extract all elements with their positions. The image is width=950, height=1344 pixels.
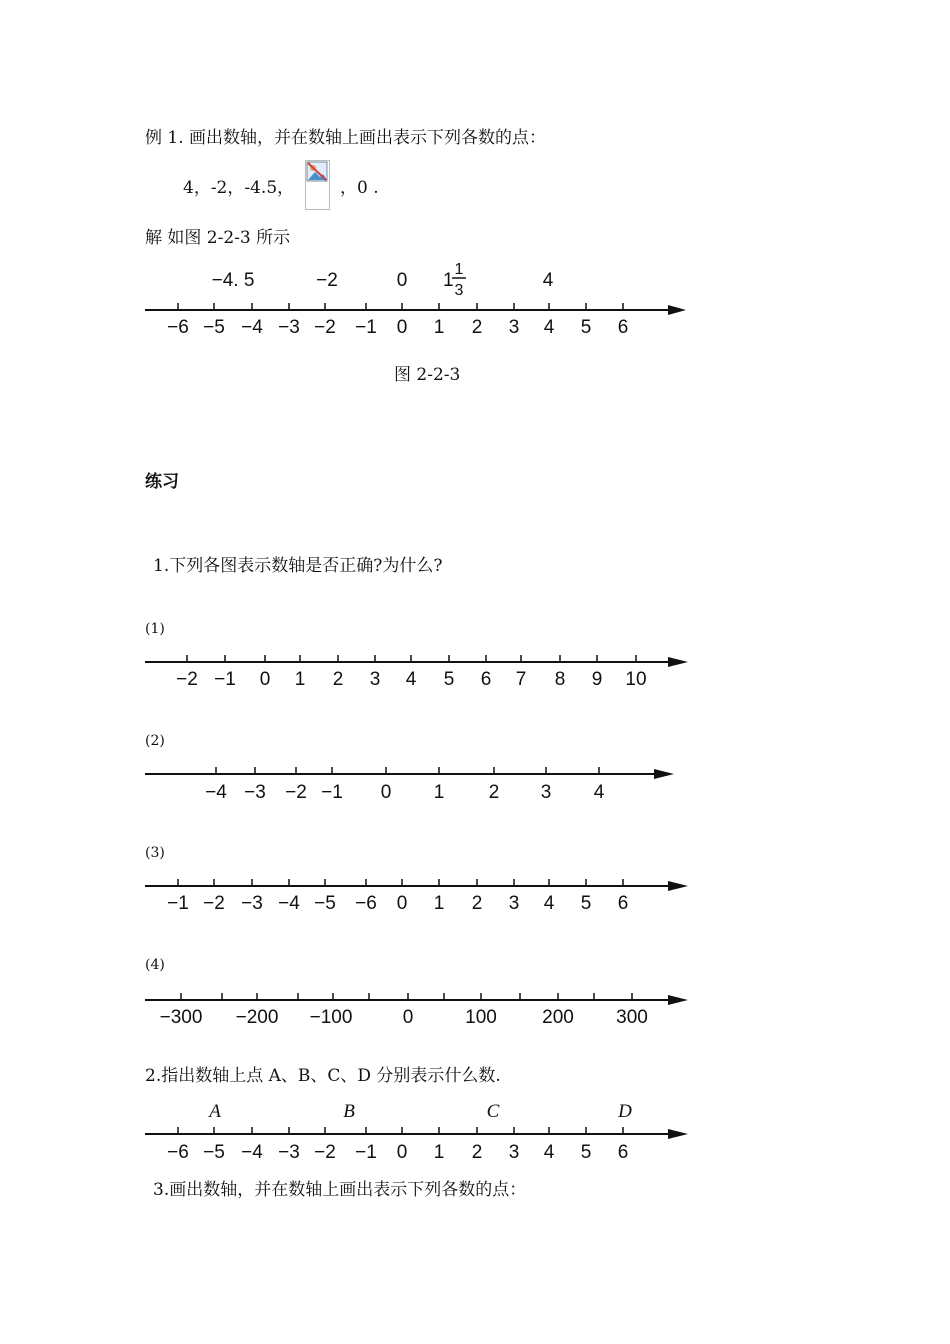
number-line-3 <box>0 864 950 934</box>
tick-label: −100 <box>309 1007 353 1028</box>
tick-label: 2 <box>471 893 483 914</box>
broken-image-icon <box>305 160 330 210</box>
tick-label: 0 <box>402 1007 414 1028</box>
point-label: −2 <box>316 270 338 291</box>
tick-label: 3 <box>508 1142 520 1163</box>
tick-label: 8 <box>554 669 566 690</box>
tick-label: 0 <box>259 669 271 690</box>
tick-label: 0 <box>380 782 392 803</box>
tick-label: 6 <box>617 317 629 338</box>
tick-label: −2 <box>314 317 336 338</box>
question-3: 3.画出数轴，并在数轴上画出表示下列各数的点： <box>153 1180 527 1200</box>
tick-label: 0 <box>396 893 408 914</box>
practice-title: 练习 <box>145 472 179 492</box>
tick-label: −6 <box>167 317 189 338</box>
tick-label: 3 <box>540 782 552 803</box>
tick-label: 5 <box>580 317 592 338</box>
tick-label: 2 <box>488 782 500 803</box>
point-c-label: C <box>486 1101 500 1122</box>
tick-label: 0 <box>396 317 408 338</box>
example-heading: 例 1. 画出数轴，并在数轴上画出表示下列各数的点： <box>145 128 547 148</box>
tick-label: 6 <box>617 893 629 914</box>
axis-label-2: (2) <box>145 733 165 749</box>
tick-label: 6 <box>480 669 492 690</box>
tick-label: −2 <box>203 893 225 914</box>
tick-label: 1 <box>433 317 445 338</box>
tick-label: 2 <box>471 1142 483 1163</box>
fraction-numerator: 1 <box>454 261 464 278</box>
example-numbers-before: 4，-2，-4.5， <box>183 178 295 198</box>
tick-label: 100 <box>465 1007 497 1028</box>
tick-label: −1 <box>214 669 236 690</box>
number-line-2 <box>0 752 950 822</box>
tick-label: −4 <box>241 1142 263 1163</box>
arrow-head <box>668 881 688 891</box>
tick-label: 6 <box>617 1142 629 1163</box>
tick-label: 2 <box>332 669 344 690</box>
tick-label: 200 <box>542 1007 574 1028</box>
tick-label: 9 <box>591 669 603 690</box>
tick-label: 4 <box>543 893 555 914</box>
tick-label: −2 <box>285 782 307 803</box>
tick-label: −2 <box>176 669 198 690</box>
question-2: 2.指出数轴上点 A、B、C、D 分别表示什么数. <box>145 1066 501 1086</box>
point-label: 4 <box>542 270 554 291</box>
tick-label: −3 <box>278 1142 300 1163</box>
axis-label-1: (1) <box>145 621 165 637</box>
axis-label-4: (4) <box>145 957 165 973</box>
tick-label: 7 <box>515 669 527 690</box>
tick-label: −2 <box>314 1142 336 1163</box>
point-d-label: D <box>618 1101 632 1122</box>
tick-label: −1 <box>321 782 343 803</box>
tick-label: 0 <box>396 1142 408 1163</box>
tick-label: 1 <box>294 669 306 690</box>
example-numbers-after: ，0 . <box>340 178 379 198</box>
tick-label: −4 <box>278 893 300 914</box>
tick-label: 2 <box>471 317 483 338</box>
question-1: 1.下列各图表示数轴是否正确?为什么? <box>153 556 443 576</box>
tick-label: −4 <box>205 782 227 803</box>
tick-label: −5 <box>203 1142 225 1163</box>
tick-label: 4 <box>593 782 605 803</box>
tick-label: 4 <box>543 1142 555 1163</box>
arrow-head <box>668 995 688 1005</box>
tick-label: −200 <box>235 1007 279 1028</box>
tick-label: −5 <box>314 893 336 914</box>
image-glyph <box>306 161 329 183</box>
tick-label: 4 <box>543 317 555 338</box>
arrow-head <box>654 769 674 779</box>
tick-label: −1 <box>167 893 189 914</box>
example-number-line <box>0 260 950 340</box>
fraction-denominator: 3 <box>454 282 464 299</box>
tick-label: −3 <box>278 317 300 338</box>
point-label: 1 <box>443 270 454 291</box>
arrow-head <box>668 1129 688 1139</box>
tick-label: 1 <box>433 1142 445 1163</box>
tick-label: 1 <box>433 782 445 803</box>
tick-label: 3 <box>508 893 520 914</box>
arrow-head <box>668 657 688 667</box>
tick-label: −1 <box>355 1142 377 1163</box>
tick-label: 5 <box>443 669 455 690</box>
point-label: −4. 5 <box>211 270 255 291</box>
point-b-label: B <box>343 1101 355 1122</box>
axis-label-3: (3) <box>145 845 165 861</box>
number-line-1 <box>0 640 950 710</box>
tick-label: 300 <box>616 1007 648 1028</box>
tick-label: −3 <box>244 782 266 803</box>
example-solution: 解 如图 2-2-3 所示 <box>145 228 291 248</box>
point-a-label: A <box>209 1101 221 1122</box>
number-line-points <box>0 1096 950 1171</box>
tick-label: 5 <box>580 893 592 914</box>
tick-label: 10 <box>625 669 647 690</box>
tick-label: 3 <box>369 669 381 690</box>
tick-label: 1 <box>433 893 445 914</box>
tick-label: 3 <box>508 317 520 338</box>
tick-label: 4 <box>405 669 417 690</box>
arrow-head <box>668 305 686 315</box>
figure-caption: 图 2-2-3 <box>394 365 461 385</box>
tick-label: −4 <box>241 317 263 338</box>
number-line-4 <box>0 978 950 1048</box>
tick-label: −300 <box>159 1007 203 1028</box>
tick-label: −1 <box>355 317 377 338</box>
tick-label: −3 <box>241 893 263 914</box>
point-label: 0 <box>396 270 408 291</box>
tick-label: −6 <box>167 1142 189 1163</box>
tick-label: −6 <box>355 893 377 914</box>
tick-label: −5 <box>203 317 225 338</box>
tick-label: 5 <box>580 1142 592 1163</box>
